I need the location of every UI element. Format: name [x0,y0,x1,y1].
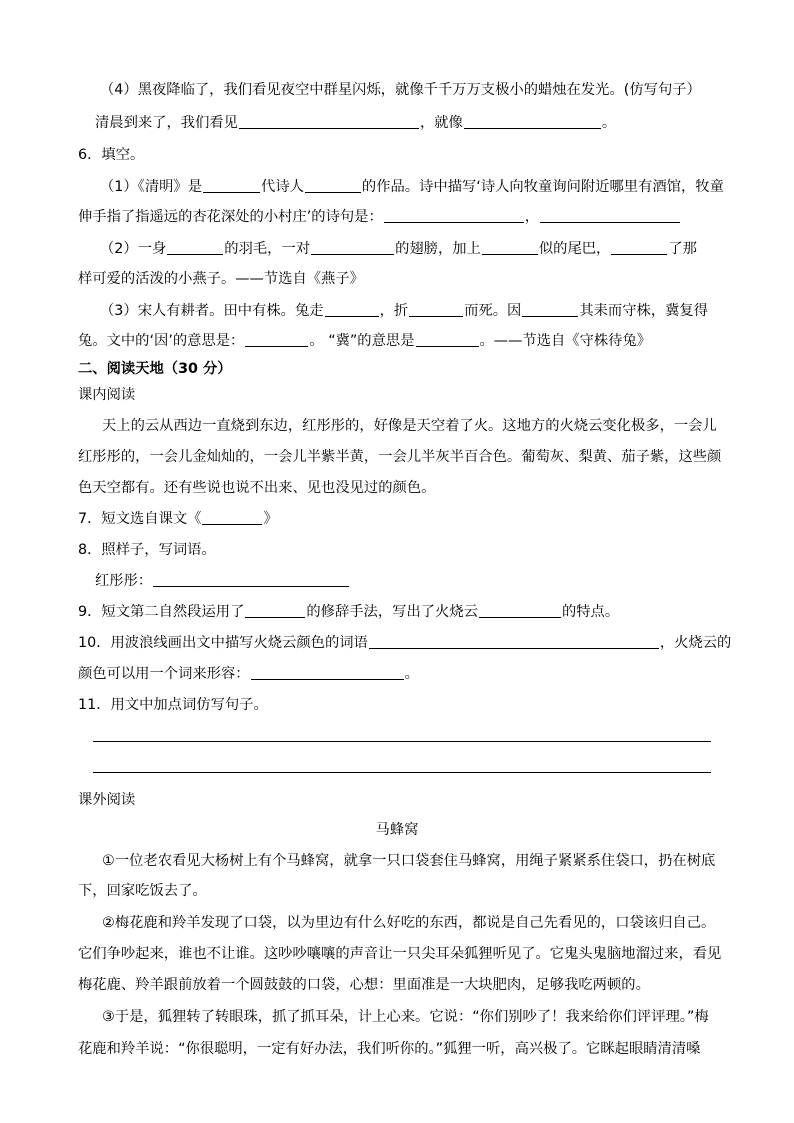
q6-1-line1 [100,177,794,197]
q6-2-blank-1[interactable] [167,240,223,255]
q10-line1 [78,633,794,653]
passage1-text-1: 天上的云从西边一直烧到东边，红彤彤的，好像是天空着了火。这地方的火烧云变化极多，一会儿 [102,418,717,434]
q10-blank-1[interactable] [369,634,659,649]
q6-1-blank-4[interactable] [540,208,680,223]
q4-answer-line [95,113,794,133]
q6-1-text-c: 的作品。诗中描写‘诗人向牧童询问附近哪里有酒馆，牧童 [361,179,724,195]
q6-1-text-a: （1）《清明》是 [100,179,203,195]
q6-2-text-e: 了那 [668,241,697,257]
q6-3-text-g: 。——节选自《守株待兔》 [479,333,652,349]
q10-text-d: 。 [404,666,419,682]
story-line-4 [78,944,794,964]
q6-3-line2 [78,331,794,351]
q11-answer-line-1[interactable] [93,741,711,742]
q8-blank[interactable] [153,572,349,587]
q10-blank-2[interactable] [251,665,404,680]
q6-3-text-c: 而死。因 [464,303,522,319]
q6-3-text-e: 兔。文中的‘因’的意思是： [78,333,245,349]
q6-2-text-d: 似的尾巴， [538,241,611,257]
q4-prompt-text: （4）黑夜降临了，我们看见夜空中群星闪烁，就像千千万万支极小的蜡烛在发光。(仿写句子） [100,82,701,98]
q6-3-text-a: （3）宋人有耕者。田中有株。兔走 [100,303,324,319]
story-line-5 [78,975,794,995]
q6-1-text-e: ， [524,209,540,225]
out-class-reading-label [78,790,794,810]
q9-text-b: 的修辞手法，写出了火烧云 [306,604,478,620]
q10-text-b: ，火烧云的 [659,635,732,651]
q8-example-text: 红彤彤： [95,573,153,589]
q7-blank[interactable] [202,510,262,525]
q10-line2 [78,664,794,684]
q6-2-text-f: 样可爱的活泼的小燕子。——节选自《燕子》 [78,271,364,287]
q6-1-blank-2[interactable] [305,178,361,193]
q6-title [78,145,794,165]
story-text-6: ③于是，狐狸转了转眼珠，抓了抓耳朵，计上心来。它说：“你们别吵了！我来给你们评评理。”梅 [102,1009,709,1025]
q6-3-blank-3[interactable] [522,302,578,317]
passage1-line-1 [102,416,794,436]
q8-text: 8．照样子，写词语。 [78,542,216,558]
q6-3-text-d: 其耒而守株，冀复得 [579,303,709,319]
q9 [78,602,794,622]
q11-answer-line-2[interactable] [93,772,711,773]
story-line-6 [102,1007,794,1027]
story-title [0,820,794,840]
q11 [78,695,794,715]
q4-text-a: 清晨到来了，我们看见 [95,115,238,131]
q4-text-c: 。 [601,115,617,131]
q4-text-b: ，就像 [419,115,463,131]
q6-2-blank-2[interactable] [311,240,394,255]
q6-3-blank-4[interactable] [245,332,308,347]
in-class-reading-label [78,385,794,405]
q6-2-line1 [100,239,794,259]
passage1-line-3 [78,478,794,498]
passage1-text-2: 红彤彤的，一会儿金灿灿的，一会儿半紫半黄，一会儿半灰半百合色。葡萄灰、梨黄、茄子紫，这些颜 [78,449,722,465]
q9-blank-2[interactable] [479,603,561,618]
story-line-3 [102,913,794,933]
q6-1-blank-3[interactable] [384,208,524,223]
q4-blank-2[interactable] [464,114,601,129]
story-line-2 [78,881,794,901]
q4-blank-1[interactable] [239,114,419,129]
story-text-3: ②梅花鹿和羚羊发现了口袋，以为里边有什么好吃的东西，都说是自己先看见的，口袋该归自己。 [102,915,716,931]
q11-text: 11．用文中加点词仿写句子。 [78,697,268,713]
q6-3-line1 [100,301,794,321]
story-title-text: 马蜂窝 [375,822,419,838]
q6-2-text-a: （2）一身 [100,241,167,257]
q10-text-c: 颜色可以用一个词来形容： [78,666,250,682]
passage1-text-3: 色天空都有。还有些说也说不出来、见也没见过的颜色。 [78,480,436,496]
q4-prompt [100,80,794,100]
story-text-5: 梅花鹿、羚羊跟前放着一个圆鼓鼓的口袋，心想：里面准是一大块肥肉，足够我吃两顿的。 [78,977,650,993]
section-2-title [78,359,794,379]
q8-example [95,571,794,591]
q6-2-line2 [78,269,794,289]
q9-blank-1[interactable] [245,603,305,618]
q9-text-c: 的特点。 [561,604,620,620]
q7 [78,509,794,529]
q6-1-line2 [78,207,794,227]
q6-2-blank-4[interactable] [611,240,667,255]
story-line-1 [102,851,794,871]
q6-3-text-f: 。 “冀”的意思是 [309,333,415,349]
q6-3-blank-1[interactable] [325,302,379,317]
q7-text-b: 》 [263,511,278,527]
q6-3-text-b: ，折 [379,303,409,319]
passage1-line-2 [78,447,794,467]
story-text-2: 下，回家吃饭去了。 [78,883,207,899]
q6-2-blank-3[interactable] [482,240,538,255]
q8 [78,540,794,560]
q9-text-a: 9．短文第二自然段运用了 [78,604,245,620]
q6-2-text-b: 的羽毛，一对 [224,241,311,257]
section-2-title-text: 二、阅读天地（30 分） [78,361,232,377]
in-class-reading-text: 课内阅读 [78,387,136,403]
out-class-reading-text: 课外阅读 [78,792,136,808]
q6-1-blank-1[interactable] [203,178,260,193]
q7-text-a: 7．短文选自课文《 [78,511,202,527]
story-text-1: ①一位老农看见大杨树上有个马蜂窝，就拿一只口袋套住马蜂窝，用绳子紧紧系住袋口，扔在树底 [102,853,716,869]
story-text-7: 花鹿和羚羊说：“你很聪明，一定有好办法，我们听你的。”狐狸一听，高兴极了。它眯起眼睛清清嗓 [78,1041,701,1057]
q6-1-text-b: 代诗人 [261,179,304,195]
q6-title-text: 6．填空。 [78,147,145,163]
story-text-4: 它们争吵起来，谁也不让谁。这吵吵嚷嚷的声音让一只尖耳朵狐狸听见了。它鬼头鬼脑地溜过来，看见 [78,946,722,962]
q6-2-text-c: 的翅膀，加上 [395,241,481,257]
q6-3-blank-2[interactable] [409,302,463,317]
q6-1-text-d: 伸手指了指遥远的杏花深处的小村庄’的诗句是： [78,209,383,225]
q6-3-blank-5[interactable] [416,332,479,347]
story-line-7 [78,1039,794,1059]
q10-text-a: 10．用波浪线画出文中描写火烧云颜色的词语 [78,635,368,651]
